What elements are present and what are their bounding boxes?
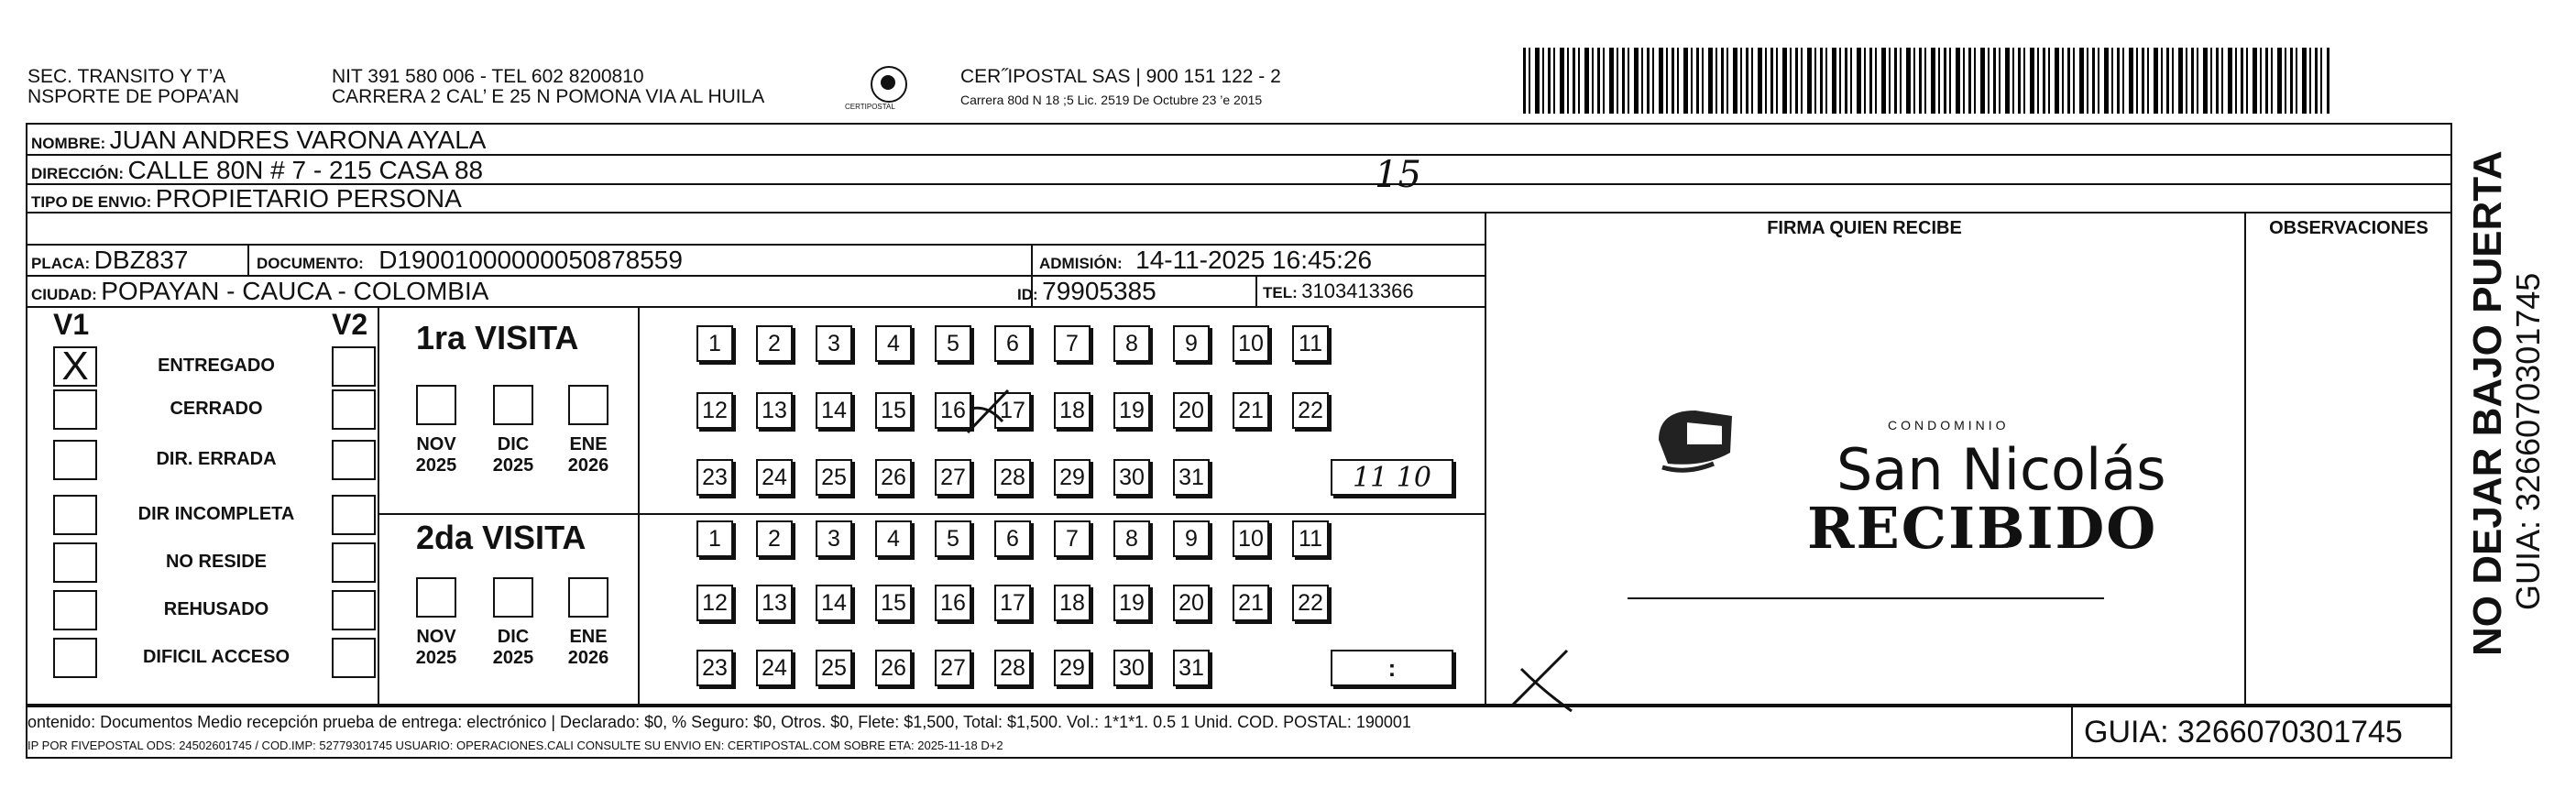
ciudad-cell xyxy=(31,276,488,307)
courier-line-2: Carrera 80d N 18 ;5 Lic. 2519 De Octubre 23 ’e 2015 xyxy=(960,93,1263,107)
day-box[interactable]: 18 xyxy=(1054,585,1091,621)
day-box[interactable]: 6 xyxy=(994,325,1031,362)
logo-text: CERTIPOSTAL xyxy=(845,103,895,111)
day-box[interactable]: 21 xyxy=(1233,585,1269,621)
month-label xyxy=(561,627,616,669)
month-year: 2025 xyxy=(415,648,457,668)
day-box[interactable]: 28 xyxy=(994,650,1031,686)
month-name: ENE xyxy=(569,434,608,454)
v1-checkbox[interactable] xyxy=(53,440,97,480)
status-label: DIR. ERRADA xyxy=(156,449,277,469)
nombre-label: NOMBRE: xyxy=(31,135,106,152)
admision-label: ADMISIÓN: xyxy=(1039,255,1123,272)
v2-checkbox[interactable] xyxy=(332,389,376,430)
day-box[interactable]: 22 xyxy=(1292,392,1329,429)
month-year: 2026 xyxy=(567,455,609,476)
day-box[interactable]: 29 xyxy=(1054,650,1091,686)
day-box[interactable]: 24 xyxy=(756,650,793,686)
observaciones-header: OBSERVACIONES xyxy=(2269,218,2428,238)
side-warning: NO DEJAR BAJO PUERTA xyxy=(2465,150,2510,656)
day-box[interactable]: 5 xyxy=(935,325,971,362)
direccion-label: DIRECCIÓN: xyxy=(31,165,125,182)
month-name: ENE xyxy=(569,627,608,647)
month-label xyxy=(561,434,616,476)
ciudad-label: CIUDAD: xyxy=(31,286,97,303)
day-box[interactable]: 15 xyxy=(875,392,912,429)
day-box[interactable]: 8 xyxy=(1113,520,1150,557)
day-box[interactable]: 26 xyxy=(875,459,912,496)
day-box[interactable]: 16 xyxy=(935,585,971,621)
v2-checkbox[interactable] xyxy=(332,440,376,480)
day-box[interactable]: 28 xyxy=(994,459,1031,496)
day-box[interactable]: 20 xyxy=(1173,585,1210,621)
tel-label: TEL: xyxy=(1263,284,1298,301)
v1-checkbox[interactable]: X xyxy=(53,346,97,387)
id-label: ID: xyxy=(1017,286,1038,303)
courier-line-1: CER˝IPOSTAL SAS | 900 151 122 - 2 xyxy=(960,66,1281,87)
day-box[interactable]: 8 xyxy=(1113,325,1150,362)
status-label: DIFICIL ACCESO xyxy=(142,647,290,667)
sender-line-2: NSPORTE DE POPA’AN xyxy=(27,86,240,107)
tipo-label: TIPO DE ENVIO: xyxy=(31,193,152,211)
day-box[interactable]: 27 xyxy=(935,650,971,686)
day-box[interactable]: 22 xyxy=(1292,585,1329,621)
stamp-line-1: CONDOMINIO xyxy=(1888,418,2010,432)
month-year: 2025 xyxy=(492,648,534,668)
day-box[interactable]: 1 xyxy=(696,325,733,362)
v1-checkbox[interactable] xyxy=(53,638,97,678)
day-box[interactable]: 25 xyxy=(816,650,852,686)
second-visit-title: 2da VISITA xyxy=(416,519,586,556)
admision-cell xyxy=(1039,245,1372,276)
footer-line-2: IP POR FIVEPOSTAL ODS: 24502601745 / COD.IMP: 52779301745 USUARIO: OPERACIONES.CALI CONSULTE SU ENVIO EN: CERTIPOSTAL.COM SOBRE ETA: 2025-11-18 D+2 xyxy=(27,739,1003,752)
v2-checkbox[interactable] xyxy=(332,495,376,535)
day-box[interactable]: 9 xyxy=(1173,325,1210,362)
nit-line: NIT 391 580 006 - TEL 602 8200810 xyxy=(332,66,644,87)
placa-cell xyxy=(31,245,188,276)
month-label xyxy=(486,627,541,669)
month-year: 2026 xyxy=(567,648,609,668)
handwritten-house-note: 15 xyxy=(1375,154,1421,196)
day-box[interactable]: 6 xyxy=(994,520,1031,557)
month-checkbox[interactable] xyxy=(568,577,608,618)
month-checkbox[interactable] xyxy=(493,577,533,618)
month-name: NOV xyxy=(416,627,456,647)
tipo-row xyxy=(31,184,462,213)
v2-checkbox[interactable] xyxy=(332,590,376,630)
status-label: DIR INCOMPLETA xyxy=(137,504,295,524)
tipo-value: PROPIETARIO PERSONA xyxy=(155,184,462,213)
month-year: 2025 xyxy=(492,455,534,476)
stamp-line-2: San Nicolás xyxy=(1836,436,2166,503)
day-box[interactable]: 30 xyxy=(1113,650,1150,686)
status-label: ENTREGADO xyxy=(158,356,275,376)
stamp-emblem-icon xyxy=(1650,403,1741,476)
day-box[interactable]: 11 xyxy=(1292,520,1329,557)
day-box[interactable]: 3 xyxy=(816,325,852,362)
day-box[interactable]: 3 xyxy=(816,520,852,557)
day-box[interactable]: 5 xyxy=(935,520,971,557)
day-box[interactable]: 23 xyxy=(696,459,733,496)
first-visit-time: 11 10 xyxy=(1331,459,1453,496)
month-label xyxy=(409,434,464,476)
status-label: NO RESIDE xyxy=(165,552,268,572)
v2-checkbox[interactable] xyxy=(332,638,376,678)
v1-checkbox[interactable] xyxy=(53,495,97,535)
day-box[interactable]: 16 xyxy=(935,392,971,429)
sender-line-1: SEC. TRANSITO Y T’A xyxy=(27,66,226,87)
day-box[interactable]: 29 xyxy=(1054,459,1091,496)
month-checkbox[interactable] xyxy=(493,385,533,425)
address-line: CARRERA 2 CAL’ E 25 N POMONA VIA AL HUILA xyxy=(332,86,765,107)
day-box[interactable]: 10 xyxy=(1233,520,1269,557)
status-label: CERRADO xyxy=(170,399,263,419)
direccion-value: CALLE 80N # 7 - 215 CASA 88 xyxy=(127,156,484,184)
month-checkbox[interactable] xyxy=(416,577,456,618)
day-box[interactable]: 7 xyxy=(1054,325,1091,362)
day-box[interactable]: 7 xyxy=(1054,520,1091,557)
v1-checkbox[interactable] xyxy=(53,590,97,630)
day-box[interactable]: 2 xyxy=(756,520,793,557)
footer-guia: GUIA: 3266070301745 xyxy=(2084,715,2403,750)
day-box[interactable]: 9 xyxy=(1173,520,1210,557)
tel-cell xyxy=(1263,276,1414,307)
day-box[interactable]: 13 xyxy=(756,585,793,621)
day-box[interactable]: 15 xyxy=(875,585,912,621)
signature-mark xyxy=(1503,641,1585,715)
first-visit-title: 1ra VISITA xyxy=(416,319,579,356)
nombre-row xyxy=(31,126,486,155)
day-box[interactable]: 4 xyxy=(875,520,912,557)
firma-header: FIRMA QUIEN RECIBE xyxy=(1767,218,1962,238)
day-box[interactable]: 26 xyxy=(875,650,912,686)
day-box[interactable]: 18 xyxy=(1054,392,1091,429)
stamp-line-3: RECIBIDO xyxy=(1807,495,2158,562)
day-box[interactable]: 23 xyxy=(696,650,733,686)
day-box[interactable]: 27 xyxy=(935,459,971,496)
month-name: DIC xyxy=(497,434,530,454)
day-box[interactable]: 17 xyxy=(994,585,1031,621)
id-cell xyxy=(1017,276,1156,307)
day-box[interactable]: 30 xyxy=(1113,459,1150,496)
month-label xyxy=(409,627,464,669)
day-box[interactable]: 24 xyxy=(756,459,793,496)
month-label xyxy=(486,434,541,476)
month-year: 2025 xyxy=(415,455,457,476)
day-box[interactable]: 4 xyxy=(875,325,912,362)
day-box[interactable]: 12 xyxy=(696,392,733,429)
side-guia: GUIA: 3266070301745 xyxy=(2509,272,2547,610)
day-box[interactable]: 19 xyxy=(1113,392,1150,429)
day-box[interactable]: 1 xyxy=(696,520,733,557)
day-box[interactable]: 31 xyxy=(1173,650,1210,686)
day-box[interactable]: 2 xyxy=(756,325,793,362)
v1-checkbox[interactable] xyxy=(53,389,97,430)
month-name: DIC xyxy=(497,627,530,647)
month-name: NOV xyxy=(416,434,456,454)
day-box[interactable]: 31 xyxy=(1173,459,1210,496)
v2-checkbox[interactable] xyxy=(332,346,376,387)
ciudad-value: POPAYAN - CAUCA - COLOMBIA xyxy=(101,277,489,305)
documento-cell xyxy=(257,245,683,276)
v2-checkbox[interactable] xyxy=(332,542,376,583)
day-16-mark xyxy=(962,385,1017,440)
documento-label: DOCUMENTO: xyxy=(257,255,364,272)
status-label: REHUSADO xyxy=(163,599,269,619)
id-value: 79905385 xyxy=(1042,277,1156,305)
footer-line-1: ontenido: Documentos Medio recepción prueba de entrega: electrónico | Declarado: $0, % Seguro: $0, Otros. $0, Flete: $1,500, Total: $1,500. Vol.: 1*1*1. 0.5 1 Unid. COD. POSTAL: 190001 xyxy=(27,713,1411,731)
day-box[interactable]: 12 xyxy=(696,585,733,621)
month-checkbox[interactable] xyxy=(568,385,608,425)
v1-header: V1 xyxy=(53,308,90,341)
admision-value: 14-11-2025 16:45:26 xyxy=(1135,246,1373,274)
certipostal-logo-icon xyxy=(871,66,907,103)
second-visit-time: : xyxy=(1331,650,1453,686)
day-box[interactable]: 10 xyxy=(1233,325,1269,362)
placa-label: PLACA: xyxy=(31,255,91,272)
tel-value: 3103413366 xyxy=(1301,279,1414,302)
nombre-value: JUAN ANDRES VARONA AYALA xyxy=(109,126,487,154)
day-box[interactable]: 21 xyxy=(1233,392,1269,429)
day-box[interactable]: 14 xyxy=(816,392,852,429)
day-box[interactable]: 19 xyxy=(1113,585,1150,621)
placa-value: DBZ837 xyxy=(93,246,189,274)
documento-value: D19001000000050878559 xyxy=(378,246,683,274)
day-box[interactable]: 13 xyxy=(756,392,793,429)
day-box[interactable]: 20 xyxy=(1173,392,1210,429)
day-box[interactable]: 11 xyxy=(1292,325,1329,362)
barcode xyxy=(1523,48,2329,114)
day-box[interactable]: 25 xyxy=(816,459,852,496)
month-checkbox[interactable] xyxy=(416,385,456,425)
v2-header: V2 xyxy=(332,308,368,341)
day-box[interactable]: 14 xyxy=(816,585,852,621)
day-box[interactable]: 17 xyxy=(994,392,1031,429)
direccion-row xyxy=(31,156,483,184)
v1-checkbox[interactable] xyxy=(53,542,97,583)
